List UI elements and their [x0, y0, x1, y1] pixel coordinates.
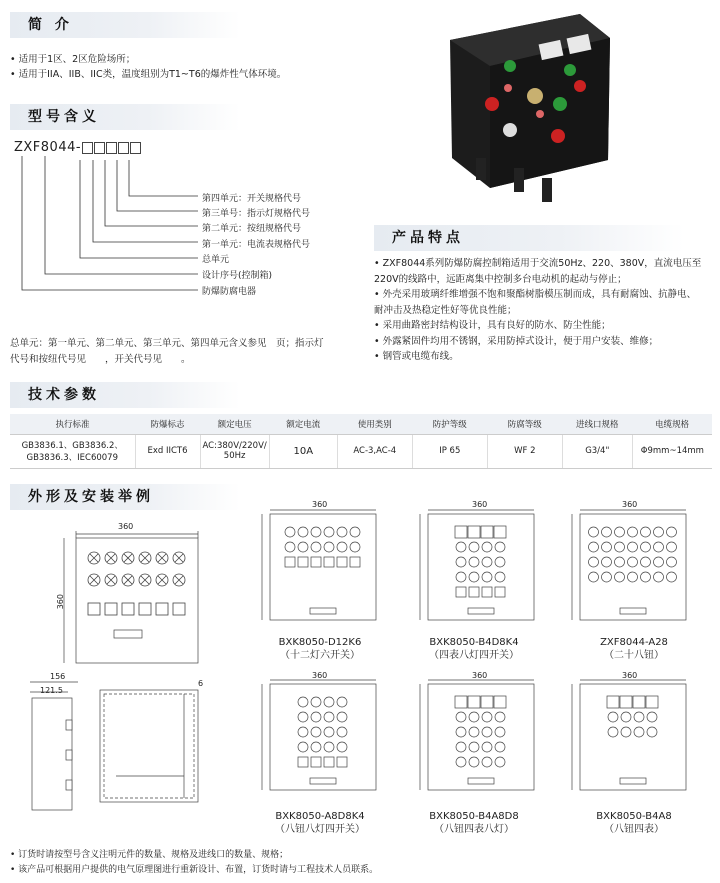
lamp-symbol: [337, 727, 347, 737]
intro-bullets: [10, 52, 286, 82]
dim-height: 360: [56, 594, 65, 610]
lamp-symbol: [615, 572, 625, 582]
lamp-symbol: [337, 542, 347, 552]
lamp-symbol: [482, 742, 492, 752]
dim-label: 360: [472, 671, 488, 680]
lamp-symbol: [350, 542, 360, 552]
meter-symbol: [646, 696, 658, 708]
drawing-mounting: [96, 686, 216, 816]
model-note: [10, 336, 324, 368]
unit-label-type: 防爆防腐电器: [202, 287, 257, 297]
footer-note: • 该产品可根据用户提供的电气原理图进行重新设计、布置，订货时请与工程技术人员联系。: [10, 865, 379, 875]
lamp-symbol: [621, 712, 631, 722]
meter-symbol: [494, 526, 506, 538]
lamp-symbol: [608, 727, 618, 737]
lamp-symbol: [311, 727, 321, 737]
lamp-symbol: [324, 712, 334, 722]
feature-line: 220V的线路中，远距离集中控制多台电动机的起动与停止；: [374, 273, 627, 285]
lamp-symbol: [482, 557, 492, 567]
spec-protection: IP 65: [412, 434, 487, 468]
dim-label: 360: [312, 500, 328, 509]
feature-line: • 钢管或电缆布线。: [374, 351, 459, 362]
switch-symbol: [482, 587, 492, 597]
drawing-caption-1: BXK8050-D12K6 （十二灯六开关）: [278, 637, 362, 661]
switch-symbol: [324, 757, 334, 767]
switch-symbol: [350, 557, 360, 567]
lamp-symbol: [350, 527, 360, 537]
unit-label-design: 设计序号(控制箱): [202, 271, 273, 281]
spec-header: 进线口规格: [562, 414, 632, 434]
lamp-symbol: [324, 727, 334, 737]
lamp-symbol: [615, 542, 625, 552]
lamp-symbol: [602, 557, 612, 567]
lamp-symbol: [641, 572, 651, 582]
lamp-symbol: [324, 527, 334, 537]
drawing-caption-6: BXK8050-B4A8 （八钮四表）: [596, 811, 672, 835]
dim-six: 6: [198, 679, 204, 688]
spec-cable: Φ9mm~14mm: [632, 434, 712, 468]
nameplate: [310, 608, 336, 614]
footer-notes: [10, 848, 378, 878]
meter-symbol: [468, 696, 480, 708]
lamp-symbol: [495, 572, 505, 582]
feature-line: • 采用曲路密封结构设计，具有良好的防水、防尘性能；: [374, 320, 611, 331]
drawing-caption-5: BXK8050-B4A8D8 （八钮四表八灯）: [429, 811, 519, 835]
lamp-symbol: [602, 572, 612, 582]
lamp-symbol: [654, 572, 664, 582]
meter-symbol: [481, 526, 493, 538]
switch-symbol: [298, 557, 308, 567]
lamp-symbol: [495, 742, 505, 752]
lamp-symbol: [654, 527, 664, 537]
lamp-symbol: [602, 542, 612, 552]
lamp-symbol: [456, 712, 466, 722]
drawing-caption-4: BXK8050-A8D8K4 （八钮八灯四开关）: [275, 811, 365, 835]
lamp-symbol: [628, 557, 638, 567]
spec-inlet: G3/4": [562, 434, 632, 468]
unit-label-total: 总单元: [202, 255, 230, 265]
meter-symbol: [468, 526, 480, 538]
spec-header: 使用类别: [337, 414, 412, 434]
lamp-symbol: [602, 527, 612, 537]
enclosure-outline: [270, 684, 376, 790]
lamp-symbol: [469, 742, 479, 752]
lamp-symbol: [641, 557, 651, 567]
lamp-symbol: [456, 542, 466, 552]
section-install-title: 外形及安装举例: [10, 484, 240, 510]
switch-symbol: [105, 603, 117, 615]
unit-label-1: 第一单元：电流表规格代号: [202, 240, 311, 250]
lamp-symbol: [482, 542, 492, 552]
lamp-symbol: [667, 557, 677, 567]
dim-label: 360: [622, 671, 638, 680]
meter-symbol: [455, 696, 467, 708]
footer-note: • 订货时请按型号含义注明元件的数量、规格及进线口的数量、规格；: [10, 850, 289, 860]
lamp-symbol: [667, 572, 677, 582]
switch-symbol: [122, 603, 134, 615]
lamp-symbol: [654, 542, 664, 552]
dim-label: 360: [622, 500, 638, 509]
lamp-symbol: [641, 527, 651, 537]
lamp-symbol: [469, 757, 479, 767]
drawing-caption-3: ZXF8044-A28 （二十八钮）: [600, 637, 668, 661]
lamp-symbol: [324, 542, 334, 552]
meter-symbol: [455, 526, 467, 538]
lamp-symbol: [495, 557, 505, 567]
lamp-symbol: [324, 742, 334, 752]
product-photo: [430, 8, 620, 208]
lamp-symbol: [589, 527, 599, 537]
lamp-symbol: [298, 697, 308, 707]
lamp-symbol: [667, 527, 677, 537]
intro-bullet: • 适用于1区、2区危险场所；: [10, 54, 136, 65]
lamp-symbol: [456, 572, 466, 582]
drawing-caption-2: BXK8050-B4D8K4 （四表八灯四开关）: [429, 637, 519, 661]
lamp-symbol: [298, 527, 308, 537]
lamp-symbol: [311, 712, 321, 722]
lamp-symbol: [589, 572, 599, 582]
lamp-symbol: [615, 527, 625, 537]
lamp-symbol: [311, 697, 321, 707]
lamp-symbol: [634, 712, 644, 722]
nameplate: [620, 778, 646, 784]
spec-anticorrosion: WF 2: [487, 434, 562, 468]
switch-symbol: [469, 587, 479, 597]
lamp-symbol: [589, 542, 599, 552]
meter-symbol: [494, 696, 506, 708]
nameplate: [468, 608, 494, 614]
switch-symbol: [337, 557, 347, 567]
lamp-symbol: [495, 712, 505, 722]
lamp-symbol: [285, 542, 295, 552]
spec-current: 10A: [269, 434, 337, 468]
lamp-symbol: [469, 727, 479, 737]
drawing-side: [26, 680, 96, 820]
unit-label-4: 第四单元：开关规格代号: [202, 194, 302, 204]
spec-voltage: AC:380V/220V/ 50Hz: [200, 434, 269, 468]
lamp-symbol: [647, 727, 657, 737]
spec-header: 防爆标志: [135, 414, 200, 434]
lamp-symbol: [667, 542, 677, 552]
lamp-symbol: [469, 557, 479, 567]
spec-header: 额定电压: [200, 414, 269, 434]
lamp-symbol: [615, 557, 625, 567]
lamp-symbol: [337, 527, 347, 537]
switch-symbol: [88, 603, 100, 615]
switch-symbol: [298, 757, 308, 767]
model-bracket-lines: [0, 150, 210, 300]
spec-ex-mark: Exd IICT6: [135, 434, 200, 468]
specs-row: [10, 434, 712, 468]
lamp-symbol: [482, 712, 492, 722]
nameplate: [620, 608, 646, 614]
lamp-symbol: [495, 757, 505, 767]
nameplate: [310, 778, 336, 784]
lamp-symbol: [495, 542, 505, 552]
meter-symbol: [633, 696, 645, 708]
section-specs-title: 技术参数: [10, 382, 240, 408]
lamp-symbol: [495, 727, 505, 737]
section-intro-title: 简 介: [10, 12, 240, 38]
spec-header: 执行标准: [10, 414, 135, 434]
lamp-symbol: [456, 757, 466, 767]
lamp-symbol: [482, 757, 492, 767]
spec-header: 防护等级: [412, 414, 487, 434]
small-drawings: [250, 498, 720, 833]
section-model-title: 型号含义: [10, 104, 240, 130]
switch-symbol: [156, 603, 168, 615]
feature-line: • 外壳采用玻璃纤维增强不饱和聚酯树脂模压制而成，具有耐腐蚀、抗静电、: [374, 289, 697, 300]
nameplate: [468, 778, 494, 784]
lamp-symbol: [298, 727, 308, 737]
spec-header: 防腐等级: [487, 414, 562, 434]
dim-width: 360: [118, 522, 134, 531]
lamp-symbol: [469, 572, 479, 582]
switch-symbol: [324, 557, 334, 567]
specs-table: [10, 414, 712, 469]
lamp-symbol: [641, 542, 651, 552]
drawing-front-main: [56, 528, 206, 668]
switch-symbol: [311, 757, 321, 767]
lamp-symbol: [628, 542, 638, 552]
lamp-symbol: [628, 527, 638, 537]
lamp-symbol: [311, 542, 321, 552]
lamp-symbol: [628, 572, 638, 582]
lamp-symbol: [337, 742, 347, 752]
meter-symbol: [607, 696, 619, 708]
meter-symbol: [481, 696, 493, 708]
spec-header: 额定电流: [269, 414, 337, 434]
model-note-line: 总单元：第一单元、第二单元、第三单元、第四单元含义参见 页；指示灯: [10, 338, 324, 349]
lamp-symbol: [482, 727, 492, 737]
lamp-symbol: [337, 697, 347, 707]
lamp-symbol: [482, 572, 492, 582]
switch-symbol: [139, 603, 151, 615]
switch-symbol: [495, 587, 505, 597]
model-code-prefix: ZXF8044-: [14, 140, 82, 155]
switch-symbol: [285, 557, 295, 567]
switch-symbol: [173, 603, 185, 615]
intro-bullet: • 适用于IIA、IIB、IIC类，温度组别为T1~T6的爆炸性气体环境。: [10, 69, 287, 80]
lamp-symbol: [311, 527, 321, 537]
lamp-symbol: [469, 542, 479, 552]
meter-symbol: [620, 696, 632, 708]
dim-label: 360: [472, 500, 488, 509]
features-list: [374, 256, 701, 365]
unit-label-3: 第三单号：指示灯规格代号: [202, 209, 311, 219]
specs-header-row: [10, 414, 712, 434]
switch-symbol: [337, 757, 347, 767]
lamp-symbol: [621, 727, 631, 737]
lamp-symbol: [285, 527, 295, 537]
lamp-symbol: [298, 542, 308, 552]
spec-category: AC-3,AC-4: [337, 434, 412, 468]
feature-line: • 外露紧固件均用不锈钢，采用防掉式设计，便于用户安装、维修；: [374, 335, 659, 347]
lamp-symbol: [456, 557, 466, 567]
model-note-line: 代号和按纽代号见 ，开关代号见 。: [10, 354, 191, 365]
spec-header: 电缆规格: [632, 414, 712, 434]
lamp-symbol: [654, 557, 664, 567]
lamp-symbol: [311, 742, 321, 752]
dim-depth-inner: 121.5: [40, 686, 63, 695]
lamp-symbol: [608, 712, 618, 722]
dim-label: 360: [312, 671, 328, 680]
lamp-symbol: [298, 742, 308, 752]
lamp-symbol: [469, 712, 479, 722]
lamp-symbol: [337, 712, 347, 722]
lamp-symbol: [324, 697, 334, 707]
lamp-symbol: [647, 712, 657, 722]
lamp-symbol: [298, 712, 308, 722]
lamp-symbol: [456, 742, 466, 752]
lamp-symbol: [456, 727, 466, 737]
feature-line: 耐冲击及热稳定性好等优良性能；: [374, 304, 517, 316]
switch-symbol: [456, 587, 466, 597]
feature-line: • ZXF8044系列防爆防腐控制箱适用于交流50Hz、220、380V，直流电压至: [374, 258, 702, 269]
unit-label-2: 第二单元：按纽规格代号: [202, 224, 302, 234]
dim-depth: 156: [50, 672, 66, 681]
lamp-symbol: [589, 557, 599, 567]
spec-standard: GB3836.1、GB3836.2、 GB3836.3、IEC60079: [10, 434, 135, 468]
lamp-symbol: [634, 727, 644, 737]
switch-symbol: [311, 557, 321, 567]
section-features-title: 产品特点: [374, 225, 684, 251]
